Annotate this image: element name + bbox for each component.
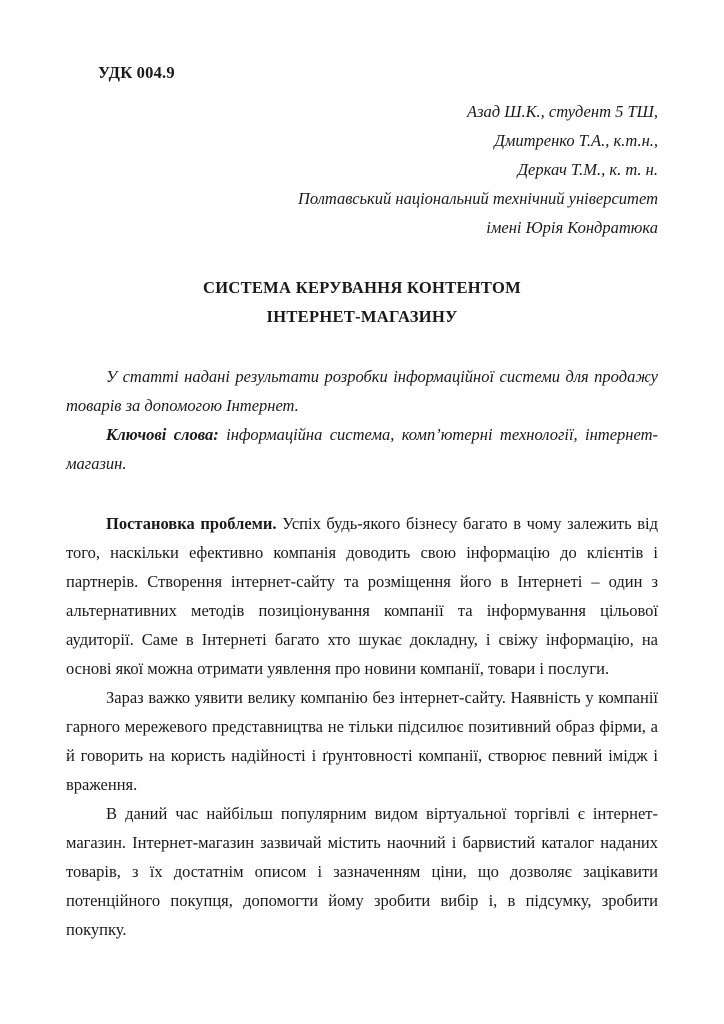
keywords-line [66,420,658,478]
paragraph-1-text: Успіх будь-якого бізнесу багато в чому залежить від того, наскільки ефективно компанія доводить свою інформацію до клієнтів і партнерів. Створення інтернет-сайту та розміщення його в Інтернеті – один з альтернативних методів позиціонування компанії та інформування цільової аудиторії. Саме в Інтернеті багато хто шукає докладну, і свіжу інформацію, на основі якої можна отримати уявлення про новини компанії, товари і послуги. [66,514,658,679]
paragraph-problem-statement [66,509,658,683]
section-heading: Постановка проблеми. [106,514,277,534]
author-line-3: Деркач Т.М., к. т. н. [517,160,658,180]
keywords-values: інформаційна система, комп’ютерні технології, інтернет-магазин. [66,425,658,474]
affiliation-line-2: імені Юрія Кондратюка [486,218,658,238]
title-line-2: ІНТЕРНЕТ-МАГАЗИНУ [266,307,458,327]
author-line-1: Азад Ш.К., студент 5 ТШ, [467,102,658,122]
author-line-2: Дмитренко Т.А., к.т.н., [494,131,658,151]
paragraph-3: В даний час найбільш популярним видом віртуальної торгівлі є інтернет-магазин. Інтернет-магазин зазвичай містить наочний і барвистий каталог наданих товарів, з їх достатнім описом і зазначенням ціни, що дозволяє зацікавити потенційного покупця, допомогти йому зробити вибір і, в підсумку, зробити покупку. [66,804,658,940]
body-text [66,509,658,944]
affiliation-line-1: Полтавський національний технічний університет [297,189,658,209]
author-affiliation-block [66,97,658,242]
abstract-text: У статті надані результати розробки інформаційної системи для продажу товарів за допомогою Інтернет. [66,367,658,416]
udc-code: УДК 004.9 [98,63,175,82]
page-title [66,273,658,331]
title-line-1: СИСТЕМА КЕРУВАННЯ КОНТЕНТОМ [203,278,521,298]
keywords-label: Ключові слова: [106,425,219,445]
document-content [66,62,658,944]
paragraph-2: Зараз важко уявити велику компанію без інтернет-сайту. Наявність у компанії гарного мережевого представництва не тільки підсилює позитивний образ фірми, а й говорить на користь надійності і ґрунтовності компанії, створює певний імідж і враження. [66,688,658,795]
